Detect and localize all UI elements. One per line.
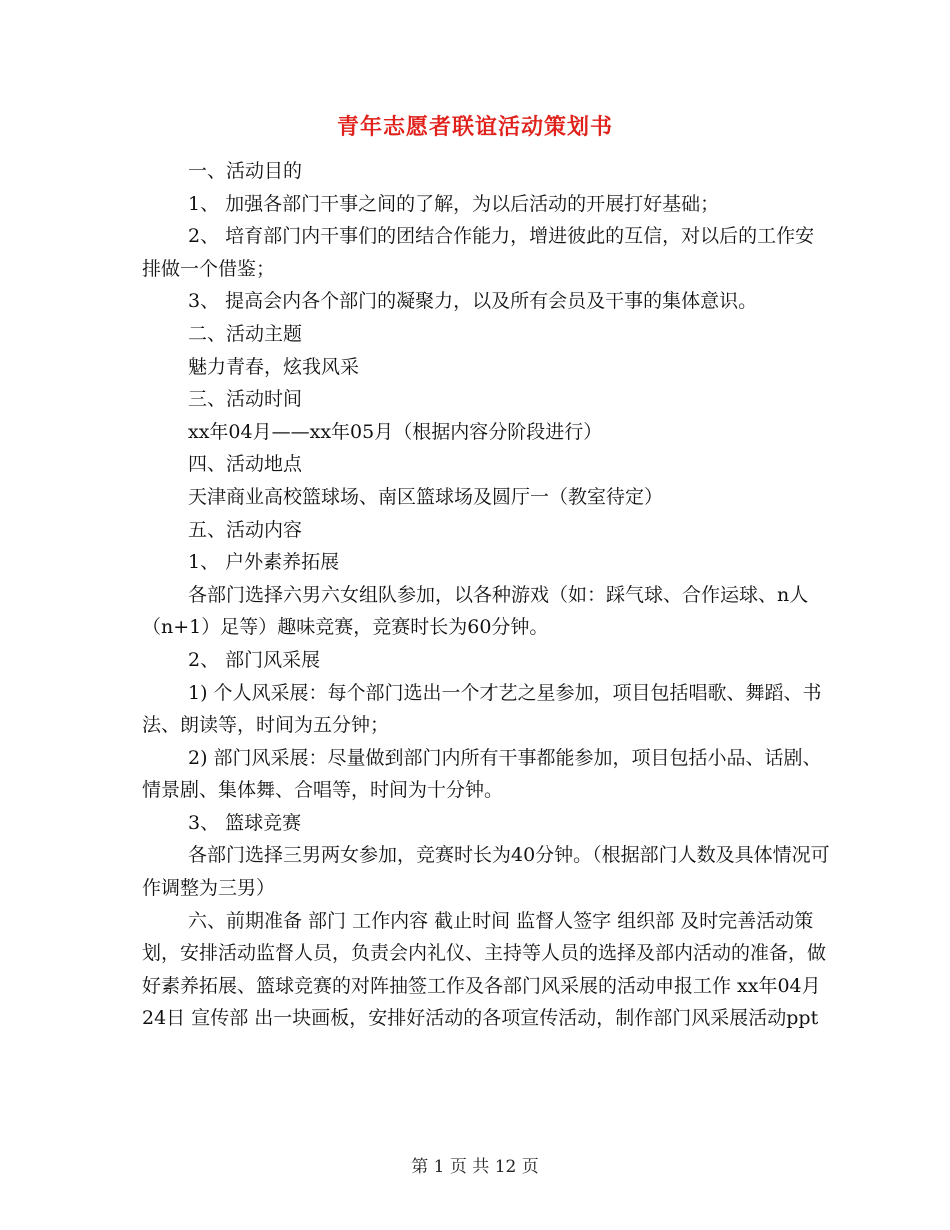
section-heading: 五、活动内容 — [188, 518, 303, 541]
paragraph: 2、 培育部门内干事们的团结合作能力，增进彼此的互信，对以后的工作安排做一个借鉴； — [142, 225, 815, 280]
section-heading: 一、活动目的 — [188, 160, 303, 182]
paragraph: 各部门选择六男六女组队参加，以各种游戏（如：踩气球、合作运球、n人（n+1）足等）趣味竞赛，竞赛时长为60分钟。 — [142, 583, 809, 639]
section-heading: 二、活动主题 — [188, 322, 303, 345]
paragraph: 六、前期准备 部门 工作内容 截止时间 监督人签字 组织部 及时完善活动策划，安排活动监督人员，负责会内礼仪、主持等人员的选择及部内活动的准备，做好素养拓展、篮球竞赛的对阵抽签工作及各部门风采展的活动申报工作 xx年04月24日 宣传部 出一块画板，安排好活动的各项宣传活动，制作部门风采展活动ppt — [142, 909, 827, 1030]
paragraph: 2) 部门风采展：尽量做到部门内所有干事都能参加，项目包括小品、话剧、情景剧、集体舞、合唱等，时间为十分钟。 — [142, 746, 822, 802]
paragraph: 天津商业高校篮球场、南区篮球场及圆厅一（教室待定） — [188, 485, 664, 508]
paragraph: 2、 部门风采展 — [188, 648, 321, 671]
paragraph: 1、 加强各部门干事之间的了解，为以后活动的开展打好基础； — [188, 192, 720, 215]
paragraph: 1) 个人风采展：每个部门选出一个才艺之星参加，项目包括唱歌、舞蹈、书法、朗读等，时间为五分钟； — [142, 681, 822, 737]
paragraph: 1、 户外素养拓展 — [188, 551, 340, 574]
paragraph: 各部门选择三男两女参加，竞赛时长为40分钟。（根据部门人数及具体情况可作调整为三男） — [142, 844, 830, 900]
page-number-footer: 第 1 页 共 12 页 — [411, 1157, 539, 1177]
paragraph: 3、 篮球竞赛 — [188, 811, 302, 834]
section-heading: 三、活动时间 — [188, 388, 303, 411]
paragraph: xx年04月——xx年05月（根据内容分阶段进行） — [188, 420, 603, 443]
paragraph: 魅力青春，炫我风采 — [188, 355, 360, 378]
document-title: 青年志愿者联谊活动策划书 — [336, 114, 613, 140]
paragraph: 3、 提高会内各个部门的凝聚力，以及所有会员及干事的集体意识。 — [188, 290, 758, 313]
section-heading: 四、活动地点 — [188, 453, 303, 476]
document-body — [142, 155, 832, 1035]
